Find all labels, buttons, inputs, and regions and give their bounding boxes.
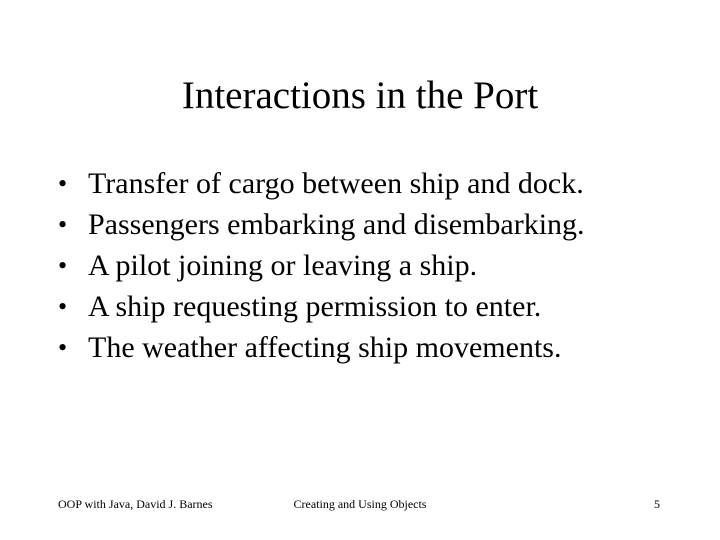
bullet-icon: • <box>58 292 68 321</box>
bullet-text: Passengers embarking and disembarking. <box>88 208 585 241</box>
bullet-text: A ship requesting permission to enter. <box>88 290 542 323</box>
bullet-text: A pilot joining or leaving a ship. <box>88 249 478 282</box>
footer-course-author: OOP with Java, David J. Barnes <box>58 497 213 511</box>
slide-title: Interactions in the Port <box>181 74 539 117</box>
bullet-icon: • <box>58 210 68 239</box>
page-number: 5 <box>654 497 660 511</box>
bullet-text: Transfer of cargo between ship and dock. <box>88 167 584 200</box>
bullet-icon: • <box>58 169 68 198</box>
footer-topic: Creating and Using Objects <box>293 497 427 511</box>
bullet-icon: • <box>58 251 68 280</box>
bullet-text: The weather affecting ship movements. <box>88 331 562 364</box>
bullet-icon: • <box>58 333 68 362</box>
